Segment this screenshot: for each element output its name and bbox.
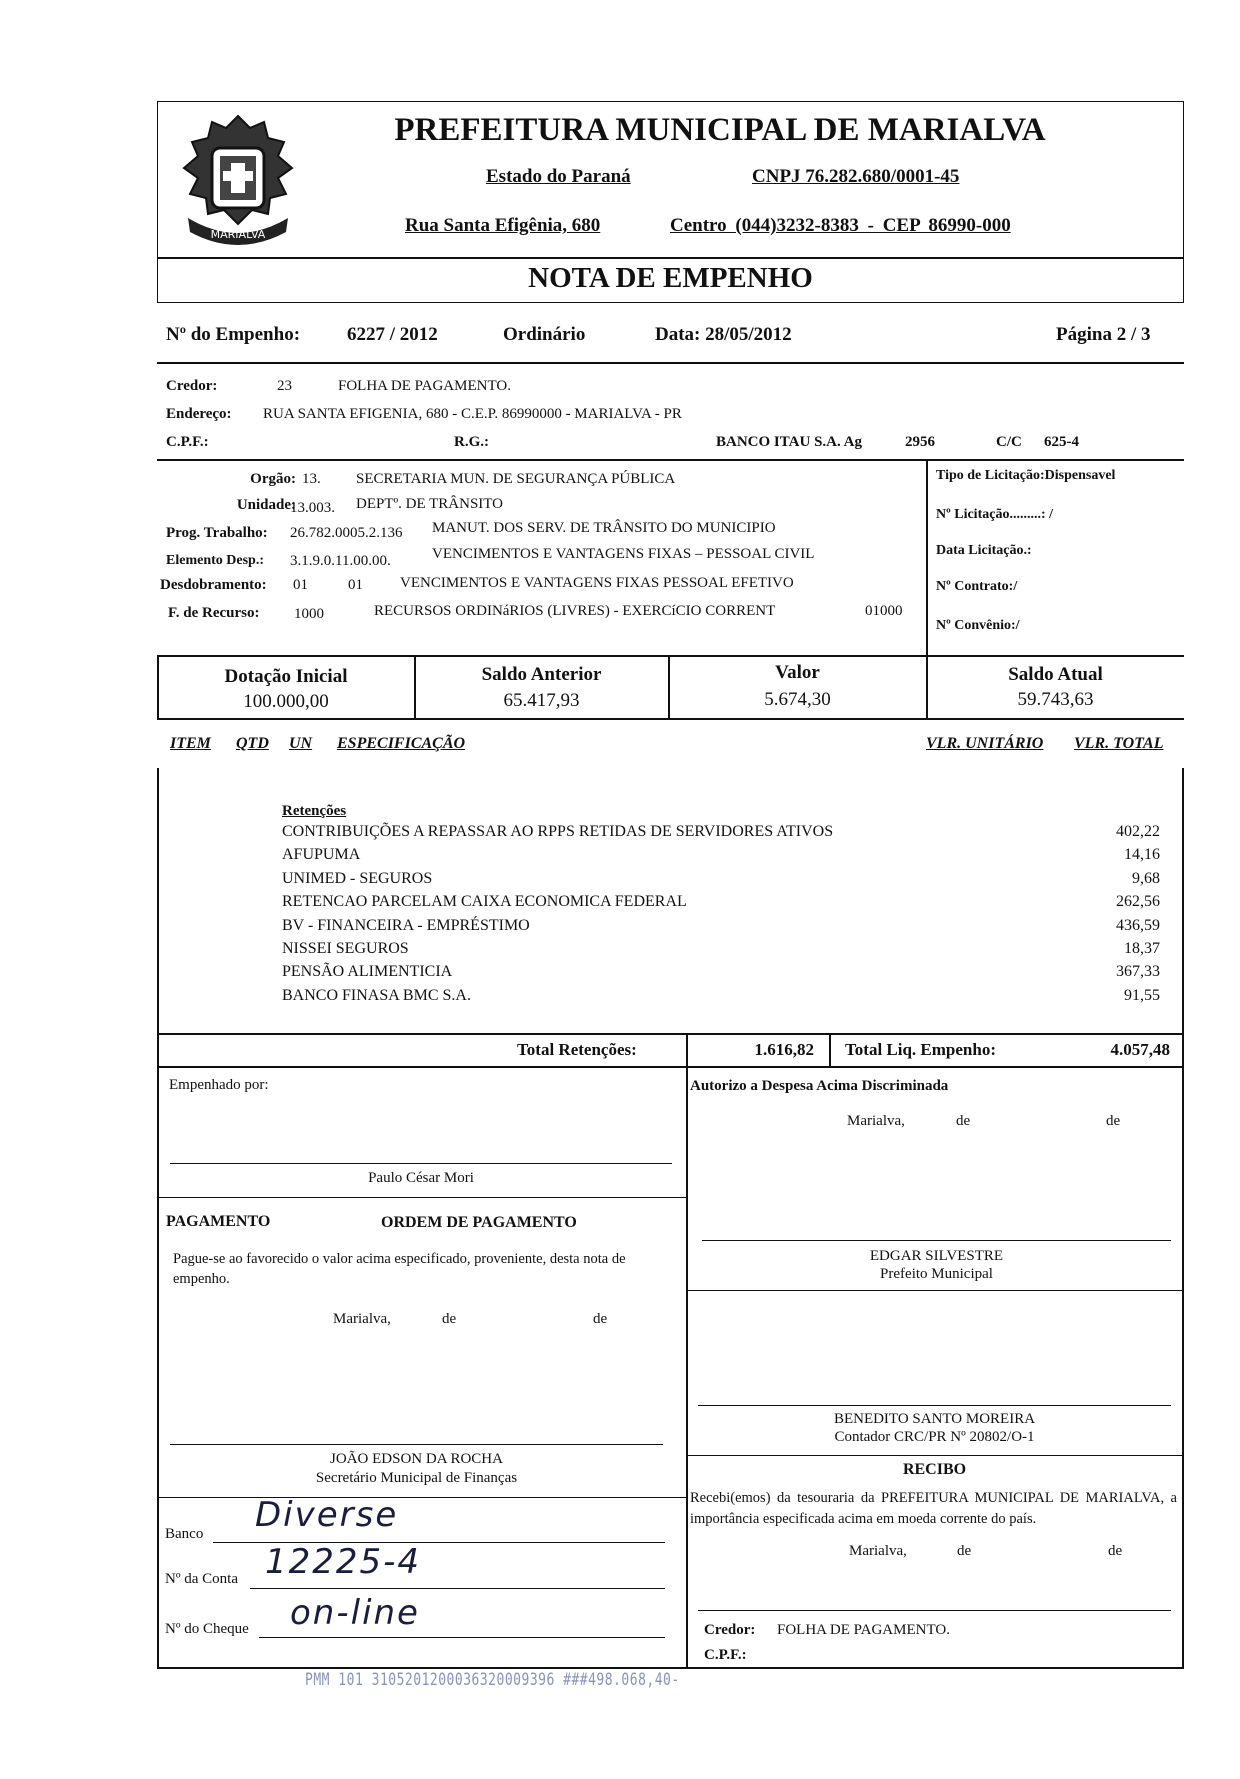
pague-se-text: Pague-se ao favorecido o valor acima especificado, proveniente, desta nota de empenho. bbox=[173, 1251, 626, 1287]
address-label: Endereço: bbox=[166, 406, 232, 422]
banco-handwritten: Diverse bbox=[255, 1495, 399, 1535]
desd-code2: 01 bbox=[348, 577, 363, 593]
signature-line bbox=[698, 1405, 1171, 1406]
credor-address: RUA SANTA EFIGENIA, 680 - C.E.P. 86990000 - MARIALVA - PR bbox=[263, 406, 682, 422]
dotacao-value: 100.000,00 bbox=[243, 691, 329, 712]
col-un: UN bbox=[289, 735, 313, 752]
retencao-value: 402,22 bbox=[1116, 823, 1160, 840]
header-divider bbox=[157, 257, 1184, 259]
retencao-value: 262,56 bbox=[1116, 893, 1160, 911]
pagamento-label: PAGAMENTO bbox=[166, 1213, 271, 1230]
prog-label: Prog. Trabalho: bbox=[166, 525, 268, 541]
rg-label: R.G.: bbox=[454, 434, 489, 450]
prefeito-title: Prefeito Municipal bbox=[880, 1266, 993, 1282]
cheque-label: Nº do Cheque bbox=[165, 1621, 249, 1637]
recibo-credor-label: Credor: bbox=[704, 1622, 756, 1638]
saldo-anterior-value: 65.417,93 bbox=[503, 690, 580, 711]
saldo-anterior-label: Saldo Anterior bbox=[481, 664, 602, 685]
cheque-line bbox=[259, 1637, 665, 1638]
divider bbox=[157, 1033, 1184, 1035]
body-border-right bbox=[1182, 768, 1184, 1668]
signature-line bbox=[702, 1240, 1171, 1241]
bank-stamp: PMM 101 3105201200036320009396 ###498.068,40- bbox=[305, 1670, 680, 1691]
retencao-value: 436,59 bbox=[1116, 916, 1160, 934]
total-retencoes-value: 1.616,82 bbox=[754, 1040, 814, 1059]
recibo-credor-name: FOLHA DE PAGAMENTO. bbox=[777, 1622, 950, 1638]
elem-code: 3.1.9.0.11.00.00. bbox=[290, 553, 391, 569]
retencoes-values bbox=[1060, 820, 1160, 1007]
contador-title: Contador CRC/PR Nº 20802/O-1 bbox=[834, 1429, 1035, 1445]
conta-label: Nº da Conta bbox=[165, 1571, 238, 1587]
empenho-label: Nº do Empenho: bbox=[166, 324, 301, 345]
retencao-value: 18,37 bbox=[1124, 940, 1160, 958]
date-de: de bbox=[956, 1113, 971, 1129]
col-vlr-unitario: VLR. UNITÁRIO bbox=[926, 735, 1044, 752]
licitacao-data: Data Licitação.: bbox=[936, 543, 1032, 558]
conta-handwritten: 12225-4 bbox=[265, 1542, 422, 1582]
conta-line bbox=[250, 1588, 665, 1589]
retencao-desc: NISSEI SEGUROS bbox=[282, 940, 409, 958]
empenho-number: 6227 / 2012 bbox=[347, 324, 438, 345]
retencao-desc: CONTRIBUIÇÕES A REPASSAR AO RPPS RETIDAS DE SERVIDORES ATIVOS bbox=[282, 823, 834, 840]
date-de: de bbox=[442, 1311, 457, 1327]
elem-name: VENCIMENTOS E VANTAGENS FIXAS – PESSOAL CIVIL bbox=[432, 546, 815, 562]
recibo-cpf-label: C.P.F.: bbox=[704, 1647, 747, 1663]
contador-name: BENEDITO SANTO MOREIRA bbox=[833, 1411, 1036, 1427]
retencao-value: 14,16 bbox=[1124, 846, 1160, 864]
divider bbox=[157, 459, 1184, 461]
signature-line bbox=[698, 1610, 1171, 1611]
retencao-value: 91,55 bbox=[1124, 986, 1160, 1004]
prog-code: 26.782.0005.2.136 bbox=[290, 525, 403, 541]
recurso-code2: 01000 bbox=[865, 603, 903, 619]
elem-label: Elemento Desp.: bbox=[166, 553, 264, 568]
divider bbox=[157, 655, 1184, 657]
empenho-type: Ordinário bbox=[503, 324, 586, 345]
municipal-emblem bbox=[168, 108, 308, 258]
recurso-code: 1000 bbox=[294, 606, 324, 622]
col-especificacao: ESPECIFICAÇÃO bbox=[337, 735, 466, 752]
state-name: Estado do Paraná bbox=[486, 166, 631, 187]
empenhado-por-label: Empenhado por: bbox=[169, 1077, 269, 1093]
unidade-code: 13.003. bbox=[290, 500, 335, 516]
cc-number: 625-4 bbox=[1044, 434, 1079, 450]
valor-value: 5.674,30 bbox=[764, 689, 831, 710]
credor-name: FOLHA DE PAGAMENTO. bbox=[338, 378, 511, 394]
divider bbox=[157, 1197, 687, 1198]
dotacao-label: Dotação Inicial bbox=[224, 666, 348, 687]
ordem-pagamento-label: ORDEM DE PAGAMENTO bbox=[381, 1214, 577, 1231]
desd-name: VENCIMENTOS E VANTAGENS FIXAS PESSOAL EFETIVO bbox=[400, 575, 794, 591]
bank-name: BANCO ITAU S.A. Ag bbox=[716, 434, 862, 450]
page-title: PREFEITURA MUNICIPAL DE MARIALVA bbox=[394, 112, 1046, 148]
unidade-name: DEPTº. DE TRÂNSITO bbox=[356, 496, 504, 512]
retencao-desc: UNIMED - SEGUROS bbox=[282, 869, 433, 887]
address: Rua Santa Efigênia, 680 bbox=[405, 215, 601, 236]
recibo-text: Recebi(emos) da tesouraria da PREFEITURA MUNICIPAL DE MARIALVA, a importância especificada acima em moeda corrente do país. bbox=[690, 1490, 1177, 1527]
col-item: ITEM bbox=[170, 735, 211, 752]
saldo-atual-label: Saldo Atual bbox=[1008, 664, 1103, 685]
cc-label: C/C bbox=[996, 434, 1022, 450]
orgao-code: 13. bbox=[302, 471, 321, 487]
orgao-label: Orgão: bbox=[250, 471, 296, 487]
recurso-name: RECURSOS ORDINáRIOS (LIVRES) - EXERCíCIO CORRENT bbox=[374, 603, 776, 619]
marialva-label: Marialva, bbox=[849, 1543, 907, 1559]
valor-label: Valor bbox=[775, 662, 820, 683]
marialva-label: Marialva, bbox=[333, 1311, 391, 1327]
desd-code1: 01 bbox=[293, 577, 308, 593]
footer-center-divider bbox=[686, 1033, 688, 1668]
cpf-label: C.P.F.: bbox=[166, 434, 209, 450]
licitacao-numero: Nº Licitação.........: / bbox=[936, 507, 1053, 522]
contrato: Nº Contrato:/ bbox=[936, 579, 1018, 594]
cheque-handwritten: on-line bbox=[290, 1593, 420, 1633]
prog-name: MANUT. DOS SERV. DE TRÂNSITO DO MUNICIPIO bbox=[432, 520, 776, 536]
licitacao-divider bbox=[926, 459, 928, 656]
cnpj: CNPJ 76.282.680/0001-45 bbox=[752, 166, 960, 187]
marialva-label: Marialva, bbox=[847, 1113, 905, 1129]
bank-agency: 2956 bbox=[905, 434, 935, 450]
col-vlr-total: VLR. TOTAL bbox=[1074, 735, 1164, 752]
empenho-date: Data: 28/05/2012 bbox=[655, 324, 792, 345]
date-de: de bbox=[957, 1543, 972, 1559]
orgao-name: SECRETARIA MUN. DE SEGURANÇA PÚBLICA bbox=[356, 471, 676, 487]
retencao-value: 367,33 bbox=[1116, 963, 1160, 981]
recibo-title: RECIBO bbox=[902, 1461, 967, 1478]
empenhado-por-name: Paulo César Mori bbox=[368, 1170, 474, 1186]
credor-label: Credor: bbox=[166, 378, 218, 394]
retencoes-descriptions bbox=[282, 820, 833, 1007]
document-title: NOTA DE EMPENHO bbox=[528, 262, 813, 294]
total-liquido-label: Total Liq. Empenho: bbox=[845, 1040, 996, 1059]
divider bbox=[157, 1066, 1184, 1068]
date-de: de bbox=[1108, 1543, 1123, 1559]
banco-label: Banco bbox=[165, 1526, 204, 1542]
signature-line bbox=[170, 1444, 663, 1445]
retencao-desc: BV - FINANCEIRA - EMPRÉSTIMO bbox=[282, 916, 530, 934]
retencao-desc: BANCO FINASA BMC S.A. bbox=[282, 986, 471, 1004]
signature-line bbox=[170, 1163, 672, 1164]
body-border-left bbox=[157, 768, 159, 1668]
divider bbox=[157, 362, 1184, 364]
saldo-atual-value: 59.743,63 bbox=[1017, 689, 1094, 710]
divider bbox=[157, 718, 1184, 720]
convenio: Nº Convênio:/ bbox=[936, 618, 1020, 633]
date-de: de bbox=[593, 1311, 608, 1327]
retencao-desc: RETENCAO PARCELAM CAIXA ECONOMICA FEDERAL bbox=[282, 893, 687, 911]
divider bbox=[829, 1033, 831, 1067]
divider bbox=[686, 1290, 1183, 1291]
retencao-desc: PENSÃO ALIMENTICIA bbox=[282, 963, 453, 981]
emblem-text: MARIALVA bbox=[210, 228, 266, 241]
secretario-title: Secretário Municipal de Finanças bbox=[315, 1470, 518, 1486]
contact-info: Centro (044)3232-8383 - CEP 86990-000 bbox=[670, 215, 1011, 236]
prefeito-name: EDGAR SILVESTRE bbox=[869, 1248, 1004, 1264]
credor-code: 23 bbox=[277, 378, 292, 394]
col-qtd: QTD bbox=[236, 735, 269, 752]
document-bottom-border bbox=[157, 1667, 1184, 1669]
recurso-label: F. de Recurso: bbox=[168, 605, 260, 621]
retencao-value: 9,68 bbox=[1132, 869, 1160, 887]
secretario-name: JOÃO EDSON DA ROCHA bbox=[330, 1451, 503, 1467]
autorizo-label: Autorizo a Despesa Acima Discriminada bbox=[690, 1078, 949, 1094]
divider bbox=[157, 1497, 687, 1498]
date-de: de bbox=[1106, 1113, 1121, 1129]
divider bbox=[686, 1455, 1183, 1456]
retencao-desc: AFUPUMA bbox=[282, 846, 361, 864]
page-number: Página 2 / 3 bbox=[1056, 324, 1151, 345]
desd-label: Desdobramento: bbox=[160, 577, 267, 593]
retencoes-title: Retenções bbox=[282, 803, 347, 819]
licitacao-tipo: Tipo de Licitação:Dispensavel bbox=[936, 468, 1116, 483]
total-liquido-value: 4.057,48 bbox=[1110, 1040, 1170, 1059]
unidade-label: Unidade: bbox=[236, 497, 296, 513]
total-retencoes-label: Total Retenções: bbox=[517, 1040, 637, 1059]
